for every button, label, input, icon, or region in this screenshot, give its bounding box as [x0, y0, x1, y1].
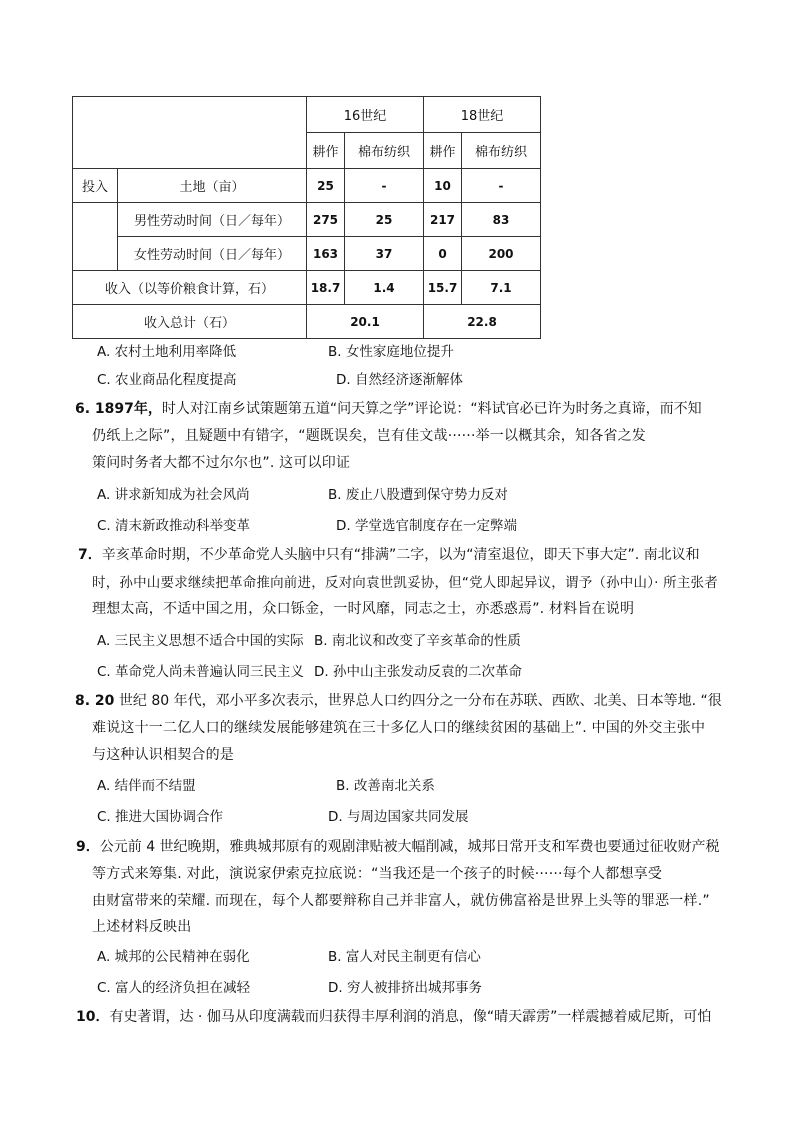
header-farming-16: 耕作: [307, 133, 345, 169]
q9-number: 9．: [76, 839, 100, 855]
farm-data-table: [72, 96, 541, 339]
total-18th: 22.8: [424, 305, 541, 339]
q7-stem-line-2: 时，孙中山要求继续把革命推向前进，反对向袁世凯妥协，但“党人即起异议，谓予（孙中山）· 所主张者: [92, 575, 718, 591]
q6-stem-line-3: 策问时务者大都不过尔尔也”. 这可以印证: [92, 455, 351, 471]
q7-stem-line-3: 理想太高，不适中国之用，众口铄金，一时风靡，同志之士，亦悉惑焉”. 材料旨在说明: [92, 601, 635, 617]
q7-option-c[interactable]: C. 革命党人尚未普遍认同三民主义: [97, 664, 305, 680]
q6-text-1: 时人对江南乡试策题第五道“问天算之学”评论说：“料试官必已许为时务之真谛，而不知: [161, 401, 702, 417]
q8-number: 8. 20: [75, 693, 115, 709]
table-cell: 25: [345, 203, 424, 237]
q9-option-c[interactable]: C. 富人的经济负担在减轻: [97, 980, 251, 996]
header-18th-century: 18世纪: [424, 97, 541, 133]
q8-option-b[interactable]: B. 改善南北关系: [336, 778, 435, 794]
table-cell: 0: [424, 237, 462, 271]
q6-stem-line-2: 仍纸上之际”，且疑题中有错字，“题既误矣，岂有佳文哉······举一以概其余，知各省之发: [92, 428, 647, 444]
table-cell: -: [462, 169, 541, 203]
q7-number: 7．: [78, 547, 102, 563]
row-label-land: 土地（亩）: [118, 169, 307, 203]
q6-stem-line-1: [75, 398, 702, 418]
q7-text-1: 辛亥革命时期，不少革命党人头脑中只有“排满”二字，以为“清室退位，即天下事大定”. 南北议和: [101, 547, 700, 563]
q8-text-1: 世纪 80 年代，邓小平多次表示，世界总人口约四分之一分布在苏联、西欧、北美、日本等地. “很: [114, 693, 722, 709]
total-16th: 20.1: [307, 305, 424, 339]
table-cell: 7.1: [462, 271, 541, 305]
q8-stem-line-1: [75, 690, 722, 710]
row-label-female-labor: 女性劳动时间（日／每年）: [118, 237, 307, 271]
table-cell: 37: [345, 237, 424, 271]
input-spacer-cell: [73, 203, 118, 271]
q9-stem-line-1: [76, 836, 720, 856]
q10-text-1: 有史著谓，达 · 伽马从印度满载而归获得丰厚利润的消息，像“晴天霹雳”一样震撼着威尼斯，可怕: [109, 1009, 712, 1025]
header-cotton-18: 棉布纺织: [462, 133, 541, 169]
q9-stem-line-4: 上述材料反映出: [92, 919, 192, 935]
table-cell: 163: [307, 237, 345, 271]
q7-option-a[interactable]: A. 三民主义思想不适合中国的实际: [97, 633, 304, 649]
table-cell: 10: [424, 169, 462, 203]
q7-option-b[interactable]: B. 南北议和改变了辛亥革命的性质: [314, 633, 521, 649]
header-farming-18: 耕作: [424, 133, 462, 169]
table-cell: 275: [307, 203, 345, 237]
q5-option-d[interactable]: D. 自然经济逐渐解体: [336, 372, 463, 388]
row-label-male-labor: 男性劳动时间（日／每年）: [118, 203, 307, 237]
q9-option-b[interactable]: B. 富人对民主制更有信心: [328, 949, 481, 965]
q8-option-a[interactable]: A. 结伴而不结盟: [97, 778, 196, 794]
q9-stem-line-2: 等方式来筹集. 对此，演说家伊索克拉底说：“当我还是一个孩子的时候······每个人都想享受: [92, 866, 663, 882]
table-cell: 200: [462, 237, 541, 271]
q9-stem-line-3: 由财富带来的荣耀. 而现在，每个人都要辩称自己并非富人，就仿佛富裕是世界上头等的罪恶一样.”: [92, 893, 710, 909]
table-cell: 217: [424, 203, 462, 237]
table-corner-cell: [73, 97, 307, 169]
q10-number: 10．: [76, 1009, 110, 1025]
q6-option-c[interactable]: C. 清末新政推动科举变革: [97, 518, 251, 534]
table-cell: 1.4: [345, 271, 424, 305]
input-label: 投入: [73, 169, 118, 203]
row-label-income: 收入（以等价粮食计算，石）: [73, 271, 307, 305]
q7-option-d[interactable]: D. 孙中山主张发动反袁的二次革命: [314, 664, 522, 680]
q8-option-c[interactable]: C. 推进大国协调合作: [97, 809, 224, 825]
q5-option-a[interactable]: A. 农村土地利用率降低: [97, 344, 237, 360]
q6-option-d[interactable]: D. 学堂选官制度存在一定弊端: [336, 518, 517, 534]
q9-option-a[interactable]: A. 城邦的公民精神在弱化: [97, 949, 250, 965]
table-cell: -: [345, 169, 424, 203]
table-cell: 18.7: [307, 271, 345, 305]
q7-stem-line-1: [78, 544, 700, 564]
q6-number: 6. 1897年，: [75, 401, 162, 417]
table-cell: 15.7: [424, 271, 462, 305]
q9-text-1: 公元前 4 世纪晚期，雅典城邦原有的观剧津贴被大幅削减，城邦日常开支和军费也要通过征收财产税: [99, 839, 720, 855]
table-cell: 83: [462, 203, 541, 237]
q5-option-b[interactable]: B. 女性家庭地位提升: [328, 344, 454, 360]
q6-option-b[interactable]: B. 废止八股遭到保守势力反对: [328, 487, 508, 503]
q8-stem-line-3: 与这种认识相契合的是: [92, 747, 234, 763]
q8-option-d[interactable]: D. 与周边国家共同发展: [328, 809, 469, 825]
q5-option-c[interactable]: C. 农业商品化程度提高: [97, 372, 237, 388]
q9-option-d[interactable]: D. 穷人被排挤出城邦事务: [328, 980, 482, 996]
header-16th-century: 16世纪: [307, 97, 424, 133]
header-cotton-16: 棉布纺织: [345, 133, 424, 169]
q6-option-a[interactable]: A. 讲求新知成为社会风尚: [97, 487, 250, 503]
table-cell: 25: [307, 169, 345, 203]
q10-stem-line-1: [76, 1006, 711, 1026]
row-label-total: 收入总计（石）: [73, 305, 307, 339]
q8-stem-line-2: 难说这十一二亿人口的继续发展能够建筑在三十多亿人口的继续贫困的基础上”. 中国的外交主张中: [92, 720, 706, 736]
